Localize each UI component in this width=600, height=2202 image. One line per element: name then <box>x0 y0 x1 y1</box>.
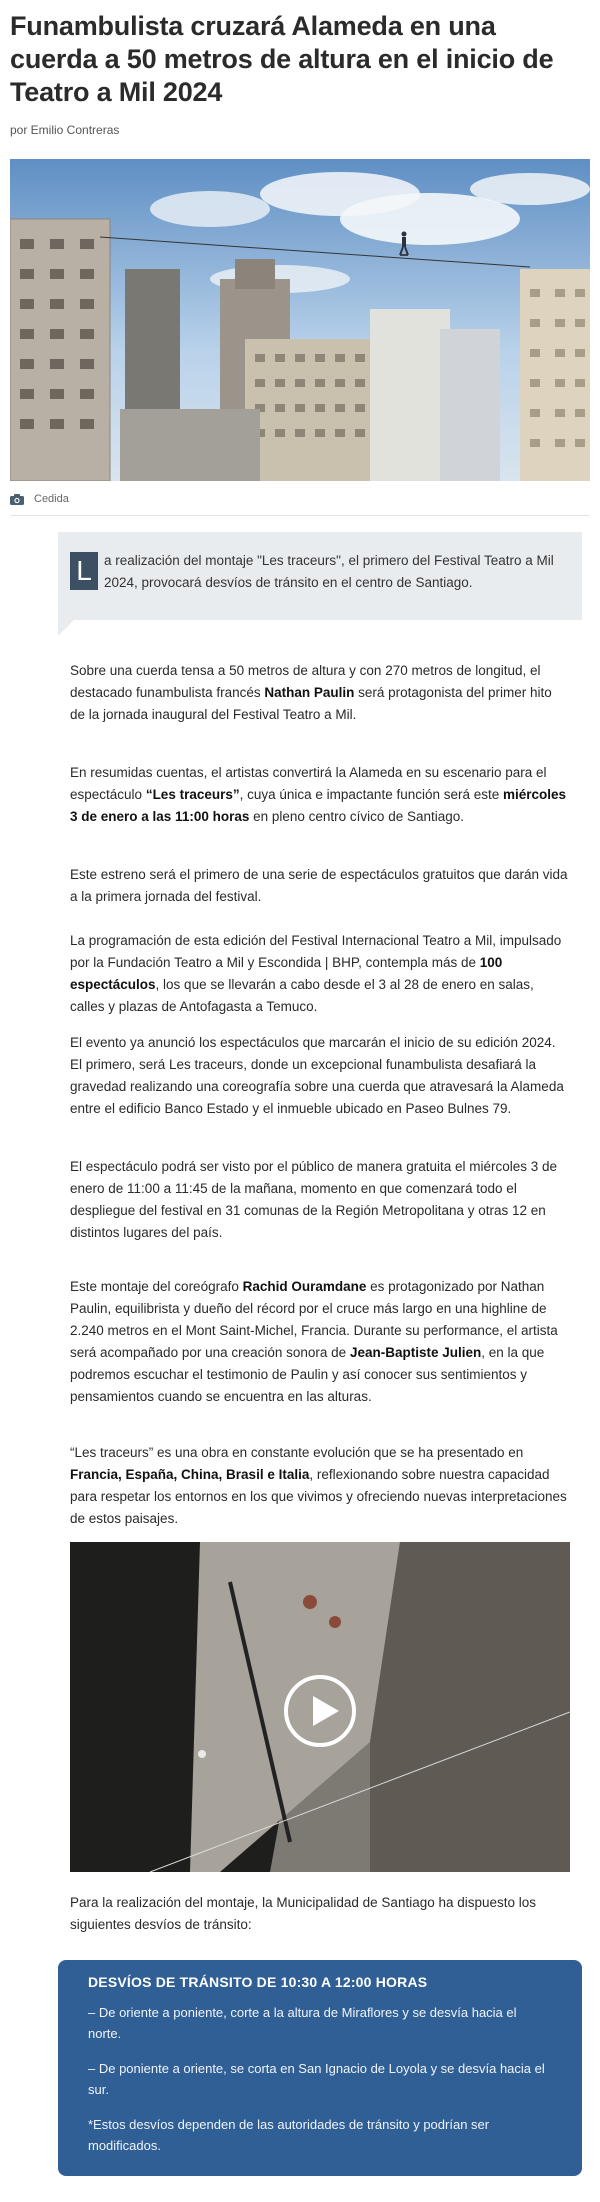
traffic-title: DESVÍOS DE TRÁNSITO DE 10:30 A 12:00 HORAS <box>88 1974 428 1990</box>
paragraph-2-text-e: en pleno centro cívico de Santiago. <box>249 809 465 824</box>
paragraph-4-text-a: La programación de esta edición del Festival Internacional Teatro a Mil, impulsado por la Fundación Teatro a Mil y Escondida | BHP, contempla más de <box>70 933 562 970</box>
video-player[interactable] <box>70 1542 570 1872</box>
person-name-nathan-paulin: Nathan Paulin <box>264 685 355 700</box>
paragraph-2-text-c: , cuya única e impactante función será este <box>239 787 504 802</box>
hero-image <box>10 159 590 481</box>
article-body-p7 <box>70 1276 570 1408</box>
play-button[interactable] <box>284 1675 356 1747</box>
person-name-rachid-ouramdane: Rachid Ouramdane <box>242 1279 367 1294</box>
paragraph-7-text-e: , en la que podremos escuchar el testimonio de Paulin y así conocer sus sentimientos y pensamientos cuando se encuentra en las alturas. <box>70 1345 545 1404</box>
photo-credit: Cedida <box>34 493 69 505</box>
camera-icon <box>10 494 24 505</box>
article-body-p6 <box>70 1156 570 1244</box>
article-body-p5 <box>70 1032 570 1120</box>
traffic-detour-box <box>58 1960 582 2176</box>
countries-list: Francia, España, China, Brasil e Italia <box>70 1467 310 1482</box>
paragraph-8-text-a: “Les traceurs” es una obra en constante evolución que se ha presentado en <box>70 1445 524 1460</box>
paragraph-9: Para la realización del montaje, la Municipalidad de Santiago ha dispuesto los siguientes desvíos de tránsito: <box>70 1895 537 1932</box>
paragraph-3: Este estreno será el primero de una serie de espectáculos gratuitos que darán vida a la primera jornada del festival. <box>70 867 568 904</box>
lead-text: a realización del montaje "Les traceurs", el primero del Festival Teatro a Mil 2024, provocará desvíos de tránsito en el centro de Santiago. <box>104 553 554 590</box>
dropcap-letter: L <box>70 552 98 590</box>
paragraph-8-text-c: , reflexionando sobre nuestra capacidad para respetar los entornos en los que vivimos y ofreciendo nuevas interpretaciones de estos paisajes. <box>70 1467 567 1526</box>
traffic-item-1: – De oriente a poniente, corte a la altura de Miraflores y se desvía hacia el norte. <box>88 2005 517 2041</box>
traffic-item-2: – De poniente a oriente, se corta en San Ignacio de Loyola y se desvía hacia el sur. <box>88 2061 545 2097</box>
show-count: 100 espectáculos <box>70 955 503 992</box>
article-body <box>70 660 570 726</box>
paragraph-1-text-a: Sobre una cuerda tensa a 50 metros de altura y con 270 metros de longitud, el destacado funambulista francés <box>70 663 541 700</box>
hero-photo-cityscape <box>10 159 590 481</box>
paragraph-2-text-a: En resumidas cuentas, el artistas convertirá la Alameda en su escenario para el espectáculo <box>70 765 547 802</box>
show-title-les-traceurs: “Les traceurs” <box>145 787 240 802</box>
article-body-p8 <box>70 1442 570 1530</box>
paragraph-8 <box>70 1442 570 1530</box>
show-date-time: miércoles 3 de enero a las 11:00 horas <box>70 787 567 824</box>
article-byline[interactable]: por Emilio Contreras <box>10 123 120 137</box>
paragraph-7-text-c: es protagonizado por Nathan Paulin, equilibrista y dueño del récord por el cruce más largo en una highline de 2.240 metros en el Mont Saint-Michel, Francia. Durante su performance, el artista será acompañado por una creación sonora de <box>70 1279 558 1360</box>
lead-summary <box>58 532 582 620</box>
article-body-p3 <box>70 864 570 908</box>
article-body-p4 <box>70 930 570 1018</box>
paragraph-6: El espectáculo podrá ser visto por el público de manera gratuita el miércoles 3 de enero de 11:00 a 11:45 de la mañana, momento en que comenzará todo el despliegue del festival en 31 comunas de la Región Metropolitana y otras 12 en distintos lugares del país. <box>70 1159 558 1240</box>
photo-caption <box>10 493 590 516</box>
paragraph-4 <box>70 930 570 1018</box>
paragraph-5: El evento ya anunció los espectáculos que marcarán el inicio de su edición 2024. El primero, será Les traceurs, donde un excepcional funambulista desafiará la gravedad realizando una coreografía sobre una cuerda que atravesará la Alameda entre el edificio Banco Estado y el inmueble ubicado en Paseo Bulnes 79. <box>70 1035 564 1116</box>
paragraph-7-text-a: Este montaje del coreógrafo <box>70 1279 243 1294</box>
article-body-p2 <box>70 762 570 828</box>
article-title: Funambulista cruzará Alameda en una cuerda a 50 metros de altura en el inicio de Teatro a Mil 2024 <box>10 11 554 107</box>
paragraph-1-text-c: será protagonista del primer hito de la jornada inaugural del Festival Teatro a Mil. <box>70 685 552 722</box>
paragraph-7 <box>70 1276 570 1408</box>
paragraph-1 <box>70 660 570 726</box>
paragraph-2 <box>70 762 570 828</box>
article-body-p9 <box>70 1892 570 1936</box>
paragraph-4-text-c: , los que se llevarán a cabo desde el 3 al 28 de enero en salas, calles y plazas de Antofagasta a Temuco. <box>70 977 534 1014</box>
traffic-note: *Estos desvíos dependen de las autoridades de tránsito y podrían ser modificados. <box>88 2117 490 2153</box>
person-name-jean-baptiste-julien: Jean-Baptiste Julien <box>349 1345 482 1360</box>
